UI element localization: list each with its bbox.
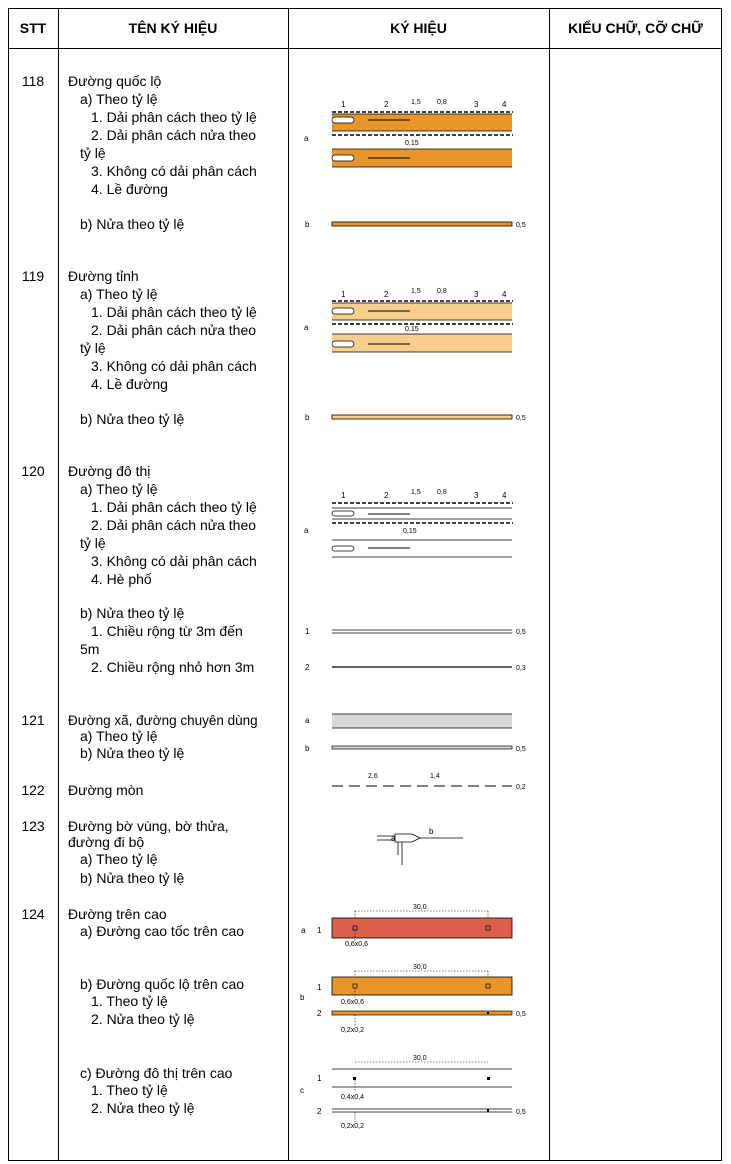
row-123-number: 123: [21, 818, 45, 834]
svg-text:0,15: 0,15: [405, 326, 419, 333]
svg-text:0,2x0,2: 0,2x0,2: [341, 1027, 364, 1034]
svg-text:b: b: [305, 744, 310, 753]
svg-text:1: 1: [305, 627, 310, 636]
svg-text:0,5: 0,5: [516, 746, 526, 753]
row-124-number: 124: [21, 906, 45, 922]
table-top-border: [8, 8, 722, 9]
row-123-title-cont: đường đi bộ: [68, 834, 145, 850]
row-121-title: Đường xã, đường chuyên dùng: [68, 713, 258, 728]
row-120-item-4: 4. Hè phố: [91, 571, 152, 587]
svg-text:2: 2: [317, 1107, 322, 1116]
row-118-item-1: 1. Dải phân cách theo tỷ lệ: [91, 109, 257, 125]
svg-text:2: 2: [384, 290, 389, 299]
svg-text:c: c: [300, 1086, 304, 1095]
svg-text:1: 1: [341, 491, 346, 500]
row-118-item-4: 4. Lề đường: [91, 181, 168, 197]
svg-text:4: 4: [502, 491, 507, 500]
symbol-119a: [304, 288, 513, 352]
row-118-item-3: 3. Không có dải phân cách: [91, 163, 257, 179]
svg-text:2: 2: [317, 1009, 322, 1018]
row-120-item-b1-cont: 5m: [80, 641, 100, 657]
table-bottom-border: [8, 1160, 722, 1161]
row-118-item-2: 2. Dải phân cách nửa theo: [91, 127, 257, 143]
svg-text:1,5: 1,5: [411, 288, 421, 295]
svg-text:1: 1: [317, 1074, 322, 1083]
row-120-title: Đường đô thị: [68, 463, 151, 479]
svg-text:0,5: 0,5: [516, 1011, 526, 1018]
row-122-title: Đường mòn: [68, 782, 144, 798]
header-stt: STT: [8, 8, 58, 49]
column-divider-1: [58, 8, 59, 1160]
row-122-number: 122: [21, 782, 45, 798]
row-120-item-3: 3. Không có dải phân cách: [91, 553, 257, 569]
svg-text:4: 4: [502, 290, 507, 299]
symbol-120a: [304, 489, 513, 557]
table-border-right: [721, 8, 722, 1160]
symbol-121: [305, 714, 526, 753]
symbol-124b: [300, 964, 526, 1034]
row-119-title: Đường tỉnh: [68, 268, 139, 284]
symbol-124a: [301, 904, 512, 948]
row-119-item-b: b) Nửa theo tỷ lệ: [80, 411, 185, 427]
svg-text:a: a: [305, 716, 310, 725]
svg-text:1: 1: [317, 926, 322, 935]
svg-text:3: 3: [474, 290, 479, 299]
svg-text:0,5: 0,5: [516, 415, 526, 422]
row-120-item-1: 1. Dải phân cách theo tỷ lệ: [91, 499, 257, 515]
row-121-number: 121: [21, 712, 45, 728]
svg-text:0,4x0,4: 0,4x0,4: [341, 1094, 364, 1101]
svg-text:0,6x0,6: 0,6x0,6: [341, 999, 364, 1006]
svg-text:a: a: [304, 134, 309, 143]
symbol-118b: [305, 220, 526, 229]
row-119-item-1: 1. Dải phân cách theo tỷ lệ: [91, 304, 257, 320]
row-120-item-2-cont: tỷ lệ: [80, 535, 106, 551]
row-123-title: Đường bờ vùng, bờ thửa,: [68, 818, 229, 834]
svg-text:2: 2: [384, 491, 389, 500]
svg-text:1,5: 1,5: [411, 99, 421, 106]
svg-text:0,2x0,2: 0,2x0,2: [341, 1123, 364, 1130]
svg-text:b: b: [305, 220, 310, 229]
row-119-number: 119: [21, 268, 45, 284]
svg-text:a: a: [391, 834, 396, 843]
svg-text:2,6: 2,6: [368, 773, 378, 780]
svg-text:0,8: 0,8: [437, 489, 447, 496]
row-119-item-a: a) Theo tỷ lệ: [80, 286, 158, 302]
svg-text:30,0: 30,0: [413, 964, 427, 971]
row-120-item-a: a) Theo tỷ lệ: [80, 481, 158, 497]
svg-text:1: 1: [317, 983, 322, 992]
symbol-120b: [305, 627, 526, 672]
svg-text:1,5: 1,5: [411, 489, 421, 496]
row-118-item-a: a) Theo tỷ lệ: [80, 91, 158, 107]
symbol-118a: [304, 99, 513, 167]
header-name: TÊN KÝ HIỆU: [58, 8, 288, 49]
header-font: KIỂU CHỮ, CỠ CHỮ: [549, 8, 722, 49]
row-120-number: 120: [21, 463, 45, 479]
svg-text:1: 1: [341, 100, 346, 109]
row-118-number: 118: [21, 73, 45, 89]
row-119-item-3: 3. Không có dải phân cách: [91, 358, 257, 374]
svg-text:2: 2: [384, 100, 389, 109]
svg-text:0,5: 0,5: [516, 222, 526, 229]
svg-text:b: b: [305, 413, 310, 422]
svg-text:0,15: 0,15: [405, 140, 419, 147]
row-124-item-c2: 2. Nửa theo tỷ lệ: [91, 1100, 195, 1116]
row-118-item-2-cont: tỷ lệ: [80, 145, 106, 161]
row-124-item-c: c) Đường đô thị trên cao: [80, 1065, 233, 1081]
svg-text:0,6x0,6: 0,6x0,6: [345, 941, 368, 948]
row-124-title: Đường trên cao: [68, 906, 167, 922]
symbol-124c: [300, 1055, 526, 1130]
row-120-item-2: 2. Dải phân cách nửa theo: [91, 517, 257, 533]
row-119-item-2: 2. Dải phân cách nửa theo: [91, 322, 257, 338]
svg-text:b: b: [300, 993, 305, 1002]
svg-text:0,2: 0,2: [516, 784, 526, 791]
symbol-119b: [305, 413, 526, 422]
row-120-item-b1: 1. Chiều rộng từ 3m đến: [91, 623, 243, 639]
row-124-item-a: a) Đường cao tốc trên cao: [80, 923, 245, 939]
row-123-item-b: b) Nửa theo tỷ lệ: [80, 870, 185, 886]
symbol-123: [377, 827, 463, 865]
svg-text:0,8: 0,8: [437, 99, 447, 106]
header-symbol: KÝ HIỆU: [288, 8, 549, 49]
table-border-left: [8, 8, 9, 1160]
row-120-item-b: b) Nửa theo tỷ lệ: [80, 605, 185, 621]
row-118-title: Đường quốc lộ: [68, 73, 162, 89]
column-divider-3: [549, 8, 550, 1160]
svg-text:0,3: 0,3: [516, 665, 526, 672]
svg-text:30,0: 30,0: [413, 1055, 427, 1062]
row-123-item-a: a) Theo tỷ lệ: [80, 851, 158, 867]
row-121-item-b: b) Nửa theo tỷ lệ: [80, 745, 185, 761]
svg-text:2: 2: [305, 663, 310, 672]
svg-text:1: 1: [341, 290, 346, 299]
svg-text:4: 4: [502, 100, 507, 109]
row-121-item-a: a) Theo tỷ lệ: [80, 728, 158, 744]
row-118-item-b: b) Nửa theo tỷ lệ: [80, 216, 185, 232]
row-124-item-b: b) Đường quốc lộ trên cao: [80, 976, 245, 992]
svg-text:3: 3: [474, 100, 479, 109]
row-119-item-2-cont: tỷ lệ: [80, 340, 106, 356]
row-124-item-b2: 2. Nửa theo tỷ lệ: [91, 1011, 195, 1027]
svg-text:1,4: 1,4: [430, 773, 440, 780]
row-120-item-b2: 2. Chiều rộng nhỏ hơn 3m: [91, 659, 255, 675]
svg-text:3: 3: [474, 491, 479, 500]
symbol-122: [332, 773, 526, 791]
row-124-item-b1: 1. Theo tỷ lệ: [91, 993, 168, 1009]
svg-text:a: a: [301, 926, 306, 935]
svg-text:0,8: 0,8: [437, 288, 447, 295]
svg-text:b: b: [429, 827, 434, 836]
svg-text:a: a: [304, 526, 309, 535]
row-124-item-c1: 1. Theo tỷ lệ: [91, 1082, 168, 1098]
symbol-column: [288, 48, 549, 1160]
svg-text:0,15: 0,15: [403, 528, 417, 535]
svg-text:a: a: [304, 323, 309, 332]
svg-text:0,5: 0,5: [516, 629, 526, 636]
svg-text:30,0: 30,0: [413, 904, 427, 911]
row-119-item-4: 4. Lề đường: [91, 376, 168, 392]
svg-text:0,5: 0,5: [516, 1109, 526, 1116]
